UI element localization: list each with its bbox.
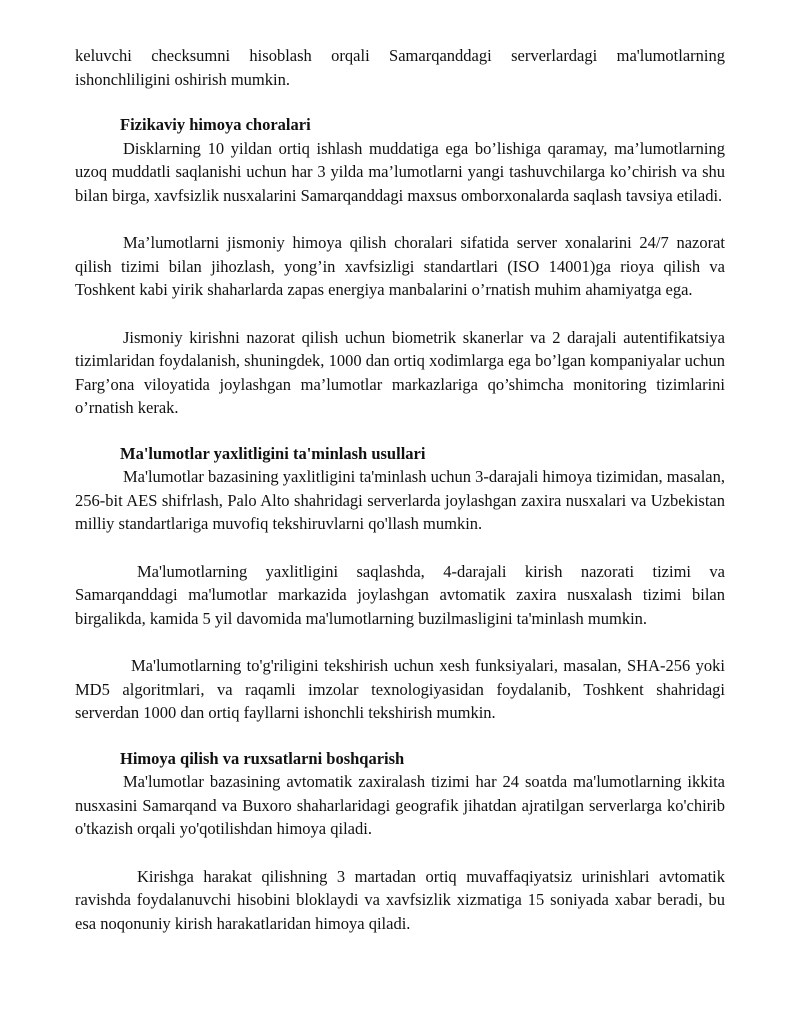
heading-physical-protection: Fizikaviy himoya choralari bbox=[120, 115, 311, 134]
paragraph-login-attempts: Kirishga harakat qilishning 3 martadan ortiq muvaffaqiyatsiz urinishlari avtomatik ravishda foydalanuvchi hisobini bloklaydi va xavfsizlik xizmatiga 15 soniyada xabar beradi, bu esa noqonuniy kirish harakatlaridan himoya qiladi. bbox=[75, 866, 725, 933]
paragraph-hash-verification: Ma'lumotlarning to'g'riligini tekshirish uchun xesh funksiyalari, masalan, SHA-256 yoki MD5 algoritmlari, va raqamli imzolar texnologiyasidan foydalanib, Toshkent shahridagi serverdan 1000 dan ortiq fayllarni ishonchli tekshirish mumkin. bbox=[75, 656, 725, 722]
heading-permission-management: Himoya qilish va ruxsatlarni boshqarish bbox=[120, 748, 405, 768]
document-page bbox=[75, 44, 725, 935]
paragraph-disk-lifetime: Disklarning 10 yildan ortiq ishlash muddatiga ega bo’lishiga qaramay, ma’lumotlarning uzoq muddatli saqlanishi uchun har 3 yilda ma’lumotlarni yangi tashuvchilarga ko’chirish va shu bilan birga, xavfsizlik nusxalarini Samarqanddagi maxsus omborxonalarda saqlash tavsiya etiladi. bbox=[75, 138, 725, 205]
heading-integrity-methods: Ma'lumotlar yaxlitligini ta'minlash usullari bbox=[120, 443, 426, 463]
paragraph-checksum: keluvchi checksumni hisoblash orqali Samarqanddagi serverlardagi ma'lumotlarning ishonchliligini oshirish mumkin. bbox=[75, 46, 725, 89]
paragraph-access-control: Jismoniy kirishni nazorat qilish uchun biometrik skanerlar va 2 darajali autentifikatsiya tizimlaridan foydalanish, shuningdek, 1000 dan ortiq xodimlarga ega bo’lgan kompaniyalar uchun Farg’ona viloyatida joylashgan ma’lumotlar markazlariga qo’shimcha monitoring tizimlarini o’rnatish kerak. bbox=[75, 327, 725, 417]
paragraph-physical-measures: Ma’lumotlarni jismoniy himoya qilish choralari sifatida server xonalarini 24/7 nazorat qilish tizimi bilan jihozlash, yong’in xavfsizligi standartlari (ISO 14001)ga rioya qilish va Toshkent kabi yirik shaharlarda zapas energiya manbalarini o’rnatish muhim ahamiyatga ega. bbox=[75, 233, 725, 299]
paragraph-integrity-storage: Ma'lumotlarning yaxlitligini saqlashda, 4-darajali kirish nazorati tizimi va Samarqanddagi ma'lumotlar markazida joylashgan avtomatik zaxira nusxalash tizimi bilan birgalikda, kamida 5 yil davomida ma'lumotlarning buzilmasligini ta'minlash mumkin. bbox=[75, 561, 725, 628]
paragraph-automatic-backup: Ma'lumotlar bazasining avtomatik zaxiralash tizimi har 24 soatda ma'lumotlarning ikkita nusxasini Samarqand va Buxoro shaharlaridagi geografik jihatdan ajratilgan serverlarga ko'chirib o'tkazish orqali yo'qotilishdan himoya qiladi. bbox=[75, 772, 725, 838]
paragraph-database-integrity: Ma'lumotlar bazasining yaxlitligini ta'minlash uchun 3-darajali himoya tizimidan, masalan, 256-bit AES shifrlash, Palo Alto shahridagi serverlarda joylashgan zaxira nusxalari va Uzbekistan milliy standartlariga muvofiq tekshiruvlarni qo'llash mumkin. bbox=[75, 467, 725, 533]
